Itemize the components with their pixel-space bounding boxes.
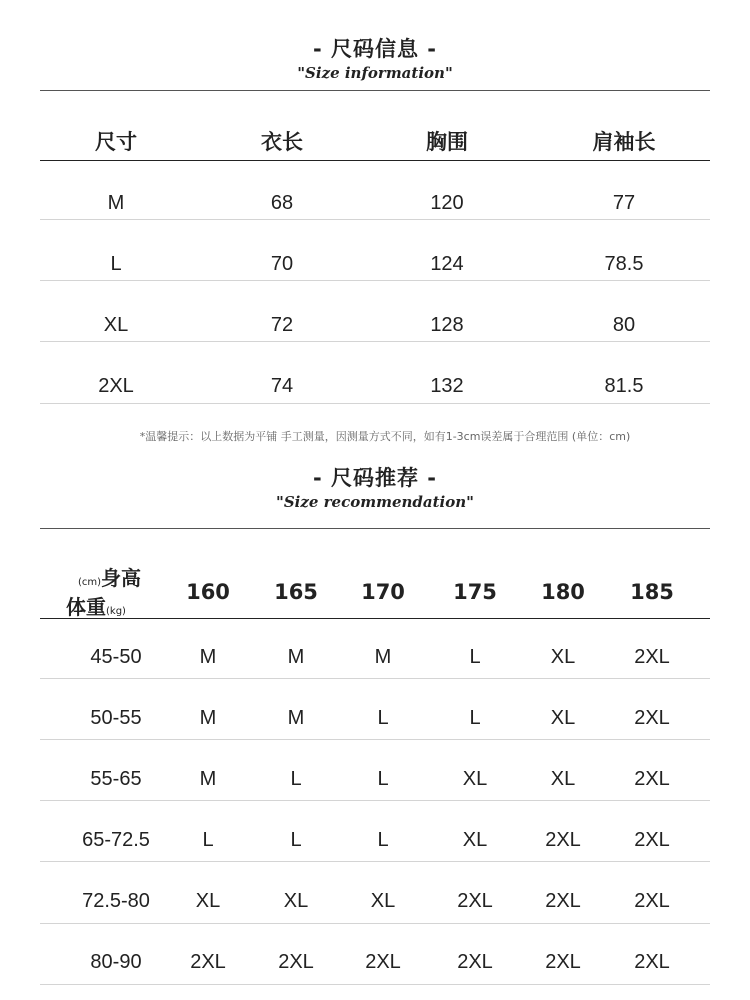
recommended-size: XL [462, 768, 488, 790]
height-header: 160 [186, 580, 230, 604]
recommended-size: 2XL [545, 890, 581, 912]
weight-label: 体重 [66, 595, 106, 619]
recommended-size: L [469, 646, 481, 668]
recommended-size: XL [370, 890, 396, 912]
recommended-size: L [377, 829, 389, 851]
measurement-value: 128 [430, 314, 464, 336]
size-rec-subtitle: "Size recommendation" [276, 493, 474, 511]
measurement-value: 80 [612, 314, 636, 336]
recommended-size: M [199, 768, 217, 790]
recommended-size: 2XL [457, 951, 493, 973]
column-header: 肩袖长 [592, 130, 656, 154]
measurement-value: 74 [270, 375, 294, 397]
height-header: 170 [361, 580, 405, 604]
recommended-size: M [374, 646, 392, 668]
weight-unit: (kg) [106, 606, 126, 617]
measurement-value: 120 [430, 192, 464, 214]
height-header: 165 [274, 580, 318, 604]
row-divider [40, 800, 710, 801]
recommended-size: 2XL [365, 951, 401, 973]
size-rec-title: - 尺码推荐 - [312, 466, 438, 490]
recommended-size: 2XL [634, 646, 670, 668]
row-divider [40, 861, 710, 862]
column-header: 胸围 [426, 130, 468, 154]
size-info-title: - 尺码信息 - [312, 37, 438, 61]
recommended-size: XL [462, 829, 488, 851]
recommended-size: M [287, 707, 305, 729]
measurement-value: 68 [270, 192, 294, 214]
weight-range: 72.5-80 [82, 890, 150, 912]
size-info-subtitle: "Size information" [297, 64, 453, 82]
recommended-size: 2XL [634, 768, 670, 790]
measurement-note: *温馨提示：以上数据为平铺 手工测量，因测量方式不同，如有1-3cm误差属于合理范围 (单位：cm) [139, 430, 631, 443]
weight-range: 45-50 [90, 646, 142, 668]
column-header: 尺寸 [95, 130, 137, 154]
recommended-size: 2XL [278, 951, 314, 973]
recommended-size: L [469, 707, 481, 729]
row-divider [40, 984, 710, 985]
column-header: 衣长 [261, 130, 303, 154]
recommended-size: L [377, 768, 389, 790]
size-label: XL [103, 314, 129, 336]
size-label: L [110, 253, 122, 275]
recommended-size: 2XL [190, 951, 226, 973]
recommended-size: M [199, 707, 217, 729]
recommended-size: 2XL [545, 829, 581, 851]
weight-range: 80-90 [90, 951, 142, 973]
recommended-size: L [290, 768, 302, 790]
weight-range: 55-65 [90, 768, 142, 790]
measurement-value: 77 [612, 192, 636, 214]
height-label: 身高 [101, 566, 142, 590]
recommended-size: M [287, 646, 305, 668]
weight-range: 65-72.5 [82, 829, 150, 851]
recommended-size: XL [283, 890, 309, 912]
measurement-value: 132 [430, 375, 464, 397]
recommended-size: XL [550, 646, 576, 668]
row-divider [40, 678, 710, 679]
height-header: 185 [630, 580, 674, 604]
size-label: M [107, 192, 125, 214]
height-header: 180 [541, 580, 585, 604]
recommended-size: L [290, 829, 302, 851]
recommended-size: 2XL [545, 951, 581, 973]
size-label: 2XL [98, 375, 134, 397]
row-divider [40, 923, 710, 924]
height-header: 175 [453, 580, 497, 604]
recommended-size: 2XL [634, 707, 670, 729]
measurement-value: 124 [430, 253, 464, 275]
recommended-size: 2XL [457, 890, 493, 912]
recommended-size: XL [550, 768, 576, 790]
recommended-size: 2XL [634, 890, 670, 912]
recommended-size: 2XL [634, 829, 670, 851]
measurement-value: 70 [270, 253, 294, 275]
recommended-size: XL [550, 707, 576, 729]
recommended-size: 2XL [634, 951, 670, 973]
measurement-value: 81.5 [604, 375, 644, 397]
recommended-size: M [199, 646, 217, 668]
measurement-value: 78.5 [604, 253, 644, 275]
recommended-size: XL [195, 890, 221, 912]
recommended-size: L [377, 707, 389, 729]
weight-range: 50-55 [90, 707, 142, 729]
height-unit: (cm) [78, 577, 102, 588]
recommended-size: L [202, 829, 214, 851]
header-rule [40, 618, 710, 619]
measurement-value: 72 [270, 314, 294, 336]
row-divider [40, 739, 710, 740]
